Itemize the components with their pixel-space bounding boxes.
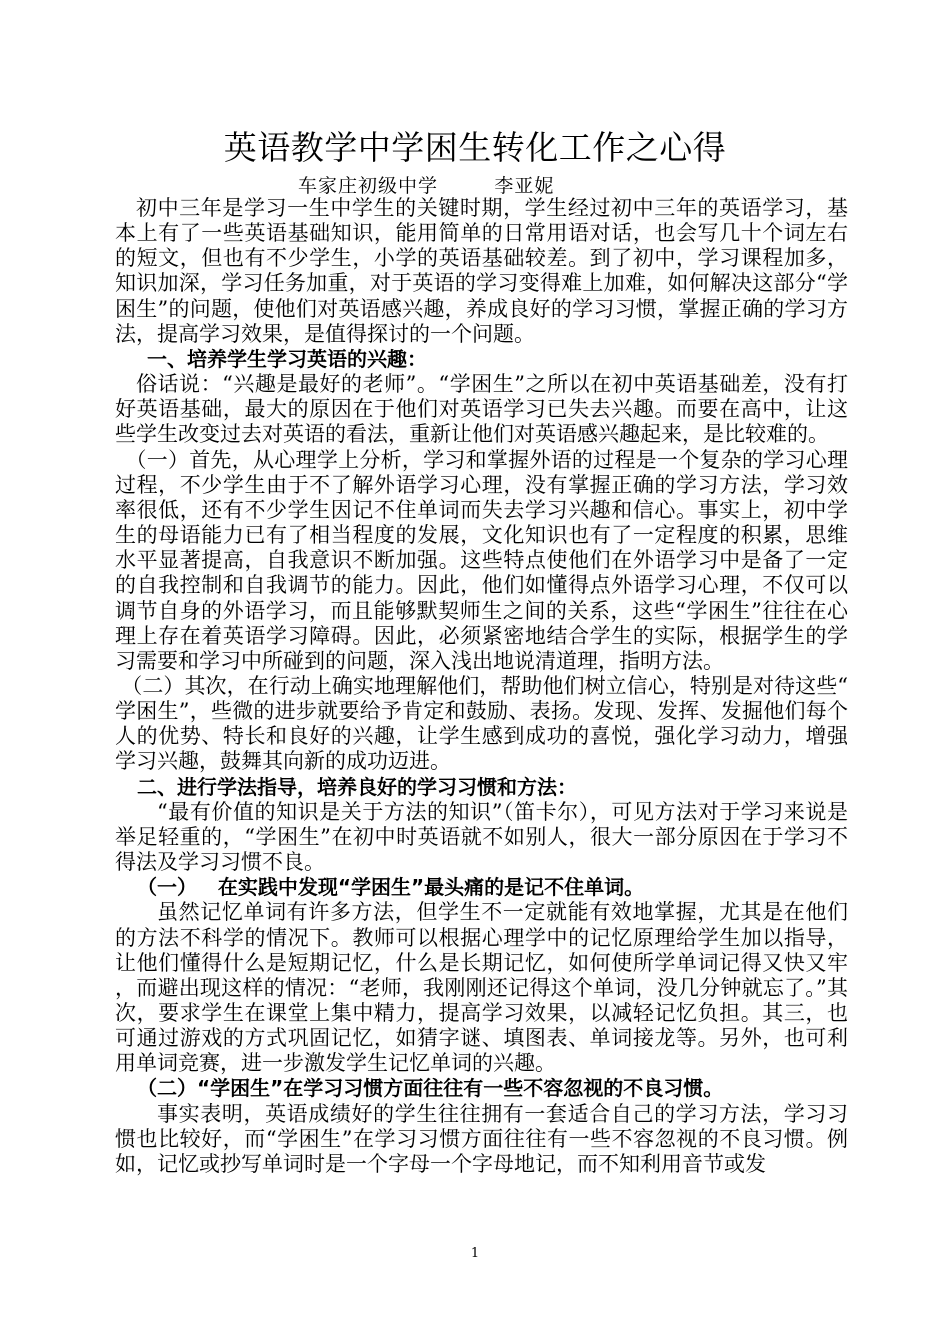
paragraph-point-1: （一）首先，从心理学上分析，学习和掌握外语的过程是一个复杂的学习心理过程，不少学生由于不了解外语学习心理，没有掌握正确的学习方法，学习效率很低，还有不少学生因记不住单词而失去学习兴趣和信心。事实上，初中学生的母语能力已有了相当程度的发展，文化知识也有了一定程度的积累，思维水平显著提高，自我意识不断加强。这些特点使他们在外语学习中是备了一定的自我控制和自我调节的能力。因此，他们如懂得点外语学习心理，不仅可以调节自身的外语学习，而且能够默契师生之间的关系，这些“学困生”往往在心理上存在着英语学习障碍。因此，必须紧密地结合学生的实际，根据学生的学习需要和学习中所碰到的问题，深入浅出地说清道理，指明方法。 [115,447,848,673]
paragraph-point-2: （二）其次，在行动上确实地理解他们，帮助他们树立信心，特别是对待这些“学困生”，些微的进步就要给予肯定和鼓励、表扬。发现、发挥、发掘他们每个人的优势、特长和良好的兴趣，让学生感到成功的喜悦，强化学习动力，增强学习兴趣，鼓舞其向新的成功迈进。 [115,673,848,774]
page-number: 1 [470,1246,480,1261]
intro-paragraph: 初中三年是学习一生中学生的关键时期，学生经过初中三年的英语学习，基本上有了一些英语基础知识，能用简单的日常用语对话，也会写几十个词左右的短文，但也有不少学生，小学的英语基础较差。到了初中，学习课程加多，知识加深，学习任务加重，对于英语的学习变得难上加难，如何解决这部分“学困生”的问题，使他们对英语感兴趣，养成良好的学习习惯，掌握正确的学习方法，提高学习效果，是值得探讨的一个问题。 [115,196,848,346]
document-title: 英语教学中学困生转化工作之心得 [223,128,727,167]
paragraph-habits: 事实表明，英语成绩好的学生往往拥有一套适合自己的学习方法，学习习惯也比较好，而“学困生”在学习习惯方面往往有一些不容忽视的不良习惯。例如，记忆或抄写单词时是一个字母一个字母地记，而不知利用音节或发 [115,1101,848,1176]
section-heading-2: 二、进行学法指导，培养良好的学习习惯和方法： [137,774,577,799]
paragraph-method: “最有价值的知识是关于方法的知识”（笛卡尔），可见方法对于学习来说是举足轻重的，“学困生”在初中时英语就不如别人，很大一部分原因在于学习不得法及学习习惯不良。 [115,799,848,875]
paragraph-vocabulary: 虽然记忆单词有许多方法，但学生不一定就能有效地掌握，尤其是在他们的方法不科学的情况下。教师可以根据心理学中的记忆原理给学生加以指导，让他们懂得什么是短期记忆，什么是长期记忆，如何使所学单词记得又快又牢，而避出现这样的情况：“老师，我刚刚还记得这个单词，没几分钟就忘了。”其次，要求学生在课堂上集中精力，提高学习效果，以减轻记忆负担。其三，也可通过游戏的方式巩固记忆，如猜字谜、填图表、单词接龙等。另外，也可利用单词竞赛，进一步激发学生记忆单词的兴趣。 [115,900,848,1076]
author-line: 车家庄初级中学 李亚妮 [298,175,555,197]
paragraph-interest: 俗话说：“兴趣是最好的老师”。“学困生”之所以在初中英语基础差，没有打好英语基础，最大的原因在于他们对英语学习已失去兴趣。而要在高中，让这些学生改变过去对英语的看法，重新让他们对英语感兴趣起来，是比较难的。 [115,372,848,447]
document-body [115,196,848,1177]
subheading-habits: （二）“学困生”在学习习惯方面往往有一些不容忽视的不良习惯。 [137,1076,724,1101]
subheading-vocabulary: （一） 在实践中发现“学困生”最头痛的是记不住单词。 [137,875,645,900]
section-heading-1: 一、培养学生学习英语的兴趣： [147,346,427,371]
